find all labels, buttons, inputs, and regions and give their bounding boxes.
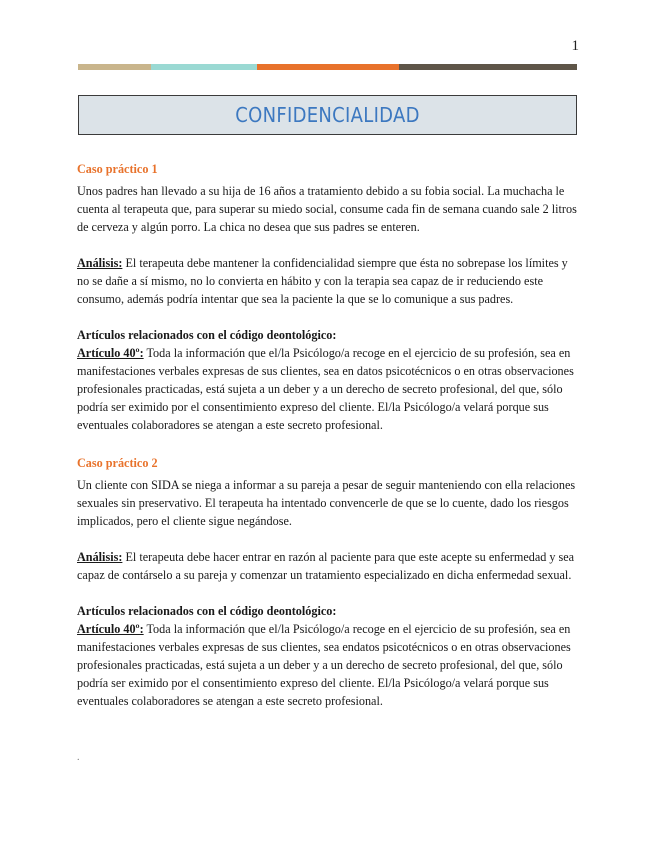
analysis-paragraph bbox=[77, 254, 577, 308]
analysis-label: Análisis: bbox=[77, 550, 123, 564]
color-bar-segment-orange bbox=[257, 64, 399, 70]
articles-heading: Artículos relacionados con el código deontológico: bbox=[77, 604, 337, 618]
analysis-text: El terapeuta debe mantener la confidencialidad siempre que ésta no sobrepase los límites y no se dañe a sí mismo, no lo convierta en hábito y con la terapia sea capaz de ir reduciendo este consumo, además podría intentar que sea la paciente la que se lo comunique a sus padres. bbox=[77, 256, 568, 306]
case-section-2 bbox=[77, 454, 577, 710]
article-paragraph bbox=[77, 344, 577, 434]
article-label: Artículo 40º: bbox=[77, 346, 144, 360]
trailing-mark: . bbox=[77, 752, 80, 763]
case-title: Caso práctico 1 bbox=[77, 162, 158, 176]
document-content bbox=[77, 160, 577, 710]
article-text: Toda la información que el/la Psicólogo/a recoge en el ejercicio de su profesión, sea en manifestaciones verbales expresas de sus clientes, sea endatos psicotécnicos o en otras observaciones profesionales practicadas, está sujeta a un deber y a un derecho de secreto profesional, del que, sólo podría ser eximido por el consentimiento expreso del cliente. El/la Psicólogo/a velará porque sus eventuales colaboradores se atengan a este secreto profesional. bbox=[77, 622, 571, 708]
page-number: 1 bbox=[571, 38, 579, 54]
analysis-text: El terapeuta debe hacer entrar en razón al paciente para que este acepte su enfermedad y sea capaz de contárselo a su pareja y comenzar un tratamiento especializado en dicha enfermedad sexual. bbox=[77, 550, 575, 582]
article-label: Artículo 40º: bbox=[77, 622, 144, 636]
color-bar-segment-brown bbox=[399, 64, 577, 70]
article-text: Toda la información que el/la Psicólogo/a recoge en el ejercicio de su profesión, sea en manifestaciones verbales expresas de sus clientes, sea en datos psicotécnicos o en otras observaciones profesionales practicadas, está sujeta a un deber y a un derecho de secreto profesional, del que, sólo podría ser eximido por el consentimiento expreso del cliente. El/la Psicólogo/a velará porque sus eventuales colaboradores se atengan a este secreto profesional. bbox=[77, 346, 574, 432]
case-description: Unos padres han llevado a su hija de 16 años a tratamiento debido a su fobia social. La muchacha le cuenta al terapeuta que, para superar su miedo social, consume cada fin de semana cuando sale 2 litros de cerveza y algún porro. La chica no desea que sus padres se enteren. bbox=[77, 184, 577, 234]
color-bar-segment-teal bbox=[151, 64, 257, 70]
case-title: Caso práctico 2 bbox=[77, 456, 158, 470]
analysis-label: Análisis: bbox=[77, 256, 123, 270]
color-bar-segment-tan bbox=[78, 64, 151, 70]
title-box bbox=[78, 95, 577, 135]
decorative-color-bar bbox=[78, 64, 577, 70]
case-section-1 bbox=[77, 160, 577, 434]
article-paragraph bbox=[77, 620, 577, 710]
page-title: CONFIDENCIALIDAD bbox=[235, 103, 420, 127]
case-description: Un cliente con SIDA se niega a informar a su pareja a pesar de seguir manteniendo con ella relaciones sexuales sin preservativo. El terapeuta ha intentado convencerle de que se lo cuente, dado los riesgos implicados, pero el cliente sigue negándose. bbox=[77, 478, 576, 528]
articles-heading: Artículos relacionados con el código deontológico: bbox=[77, 328, 337, 342]
analysis-paragraph bbox=[77, 548, 577, 584]
